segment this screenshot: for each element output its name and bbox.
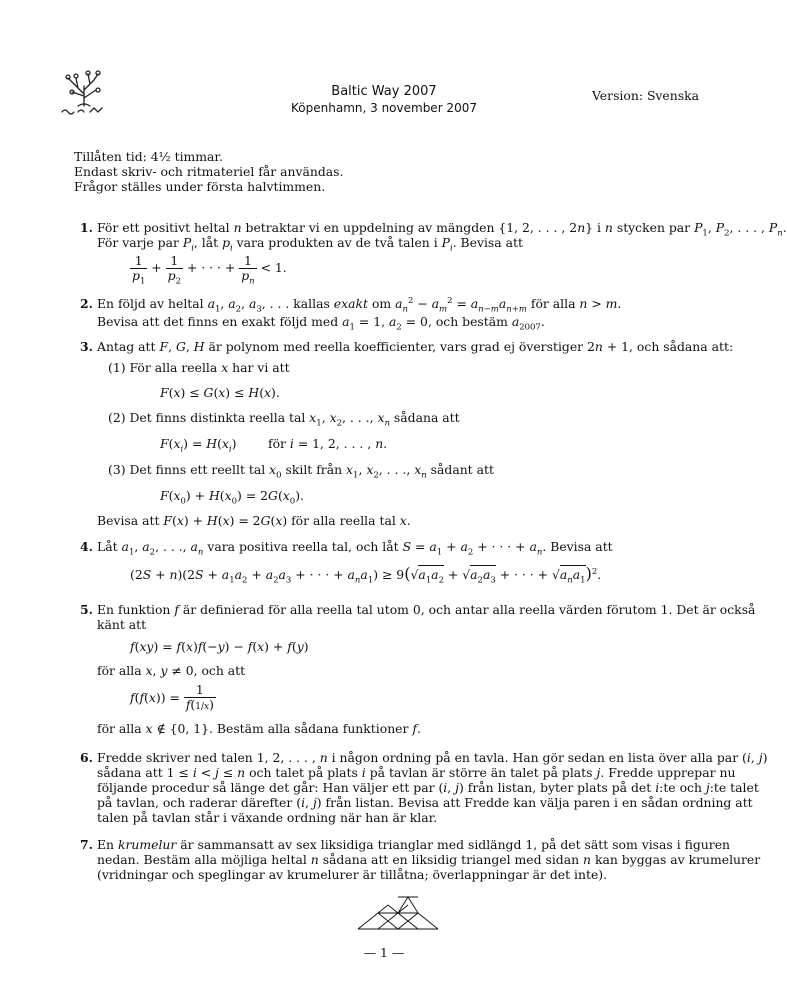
formula: $\frac{1}{p_1}$ + $\frac{1}{p_2}$ + · · · + $\frac{1}{p_n}$ < 1. — [132, 253, 287, 287]
formula: f(f(x)) = $\frac{1}{f(1/x)}$ — [130, 682, 214, 712]
problem-text: För varje par $P_i$, låt $p_i$ vara produkten av de två talen i $P_i$. Bevisa att — [97, 235, 523, 254]
problem-number: 6. — [80, 750, 93, 765]
formula: $F(x_i) = H(x_i)$ — [160, 436, 237, 455]
problem-text: för alla x, y ≠ 0, och att — [97, 663, 246, 678]
formula: f(xy) = f(x)f(−y) − f(x) + f(y) — [130, 639, 309, 654]
problem-text: För ett positivt heltal n betraktar vi en uppdelning av mängden {1, 2, . . . , 2n} i n stycken par $P_1$, $P_2$, . . . , $P_n$. — [97, 220, 787, 239]
problem-text: Antag att F, G, H är polynom med reella koefficienter, vars grad ej överstiger 2n + 1, och sådana att: — [97, 339, 734, 354]
problem-number: 4. — [80, 539, 93, 554]
problem-text: Fredde skriver ned talen 1, 2, . . . , n i någon ordning på en tavla. Han gör sedan en lista över alla par (i, j) — [97, 750, 768, 765]
problem-text: följande procedur så länge det går: Han väljer ett par (i, j) från listan, byter plats på det i:te och j:te talet — [97, 780, 759, 795]
version-label: Version: Svenska — [592, 88, 699, 103]
intro-questions: Frågor ställes under första halvtimmen. — [74, 179, 326, 194]
formula: för i = 1, 2, . . . , n. — [268, 436, 388, 451]
problem-number: 7. — [80, 837, 93, 852]
problem-text: (vridningar och speglingar av krumelurer är tillåtna; överlappningar är det inte). — [97, 867, 608, 882]
problem-text: på tavlan, och raderar därefter (i, j) från listan. Bevisa att Fredde kan välja paren i en sådan ordning att — [97, 795, 753, 810]
problem-text: En funktion f är definierad för alla reella tal utom 0, och antar alla reella värden förutom 1. Det är också — [97, 602, 756, 617]
problem-text: känt att — [97, 617, 147, 632]
formula: $F(x_0) + H(x_0) = 2G(x_0)$. — [160, 488, 304, 507]
problem-text: (2) Det finns distinkta reella tal $x_1$, $x_2$, . . ., $x_n$ sådana att — [108, 410, 460, 429]
intro-time: Tillåten tid: 4½ timmar. — [74, 149, 223, 164]
page-number: — 1 — — [363, 945, 405, 960]
krumelur-figure — [356, 895, 440, 931]
problem-text: Bevisa att F(x) + H(x) = 2G(x) för alla reella tal x. — [97, 513, 411, 528]
problem-text: Bevisa att det finns en exakt följd med $a_1 = 1$, $a_2 = 0$, och bestäm $a_{2007}$. — [97, 314, 545, 333]
problem-text: En följd av heltal $a_1$, $a_2$, $a_3$, . . . kallas exakt om $a_n^2 - a_m^2 = a_{n-m}a_{n+m}$ för alla n > m. — [97, 295, 622, 315]
problem-text: (3) Det finns ett reellt tal $x_0$ skilt från $x_1$, $x_2$, . . ., $x_n$ sådant att — [108, 462, 494, 481]
problem-text: (1) För alla reella x har vi att — [108, 360, 290, 375]
problem-number: 2. — [80, 296, 93, 311]
problem-text: sådana att 1 ≤ i < j ≤ n och talet på plats i på tavlan är större än talet på plats j. Fredde upprepar nu — [97, 765, 736, 780]
problem-number: 3. — [80, 339, 93, 354]
problem-text: Låt $a_1$, $a_2$, . . ., $a_n$ vara positiva reella tal, och låt $S = a_1 + a_2$ + · · · + $a_n$. Bevisa att — [97, 539, 613, 558]
page-title: Baltic Way 2007 — [331, 84, 437, 99]
problem-text: för alla x ∉ {0, 1}. Bestäm alla sådana funktioner f. — [97, 721, 421, 736]
problem-text: nedan. Bestäm alla möjliga heltal n sådana att en liksidig triangel med sidan n kan byggas av krumelurer — [97, 852, 761, 867]
problem-number: 1. — [80, 220, 93, 235]
problem-text: talen på tavlan står i växande ordning när han är klar. — [97, 810, 438, 825]
formula: F(x) ≤ G(x) ≤ H(x). — [160, 385, 280, 400]
formula: $(2S + n)(2S + a_1a_2 + a_2a_3$ + · · · + $a_na_1) \ge 9(√a_1a_2 + √a_2a_3$ + · · · + $√a_na_1)^2$. — [130, 564, 602, 586]
page-subtitle: Köpenhamn, 3 november 2007 — [291, 101, 477, 115]
intro-materials: Endast skriv- och ritmateriel får användas. — [74, 164, 344, 179]
problem-number: 5. — [80, 602, 93, 617]
problem-text: En krumelur är sammansatt av sex liksidiga trianglar med sidlängd 1, på det sätt som visas i figuren — [97, 837, 731, 852]
